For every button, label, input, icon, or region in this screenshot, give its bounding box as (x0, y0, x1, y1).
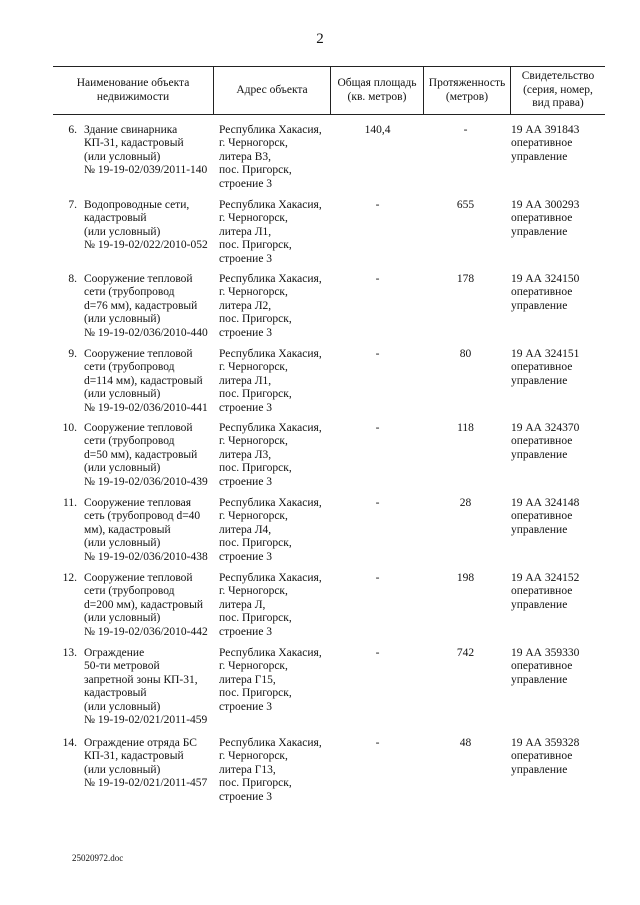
row-address: Республика Хакасия, г. Черногорск, литера Л, пос. Пригорск, строение 3 (219, 572, 322, 638)
row-name: Сооружение тепловой сети (трубопровод d=50 мм), кадастровый (или условный) № 19-19-02/036/2010-439 (84, 422, 208, 488)
row-area: 140,4 (364, 124, 391, 136)
row-address: Республика Хакасия, г. Черногорск, литера Л2, пос. Пригорск, строение 3 (219, 273, 322, 339)
row-length: 48 (459, 737, 472, 749)
header-certificate: Свидетельство (серия, номер, вид права) (521, 70, 595, 110)
row-certificate: 19 АА 391843 оперативное управление (511, 124, 580, 163)
row-name: Сооружение тепловая сеть (трубопровод d=40 мм), кадастровый (или условный) № 19-19-02/036/2010-438 (84, 497, 208, 563)
row-name: Здание свинарника КП-31, кадастровый (или условный) № 19-19-02/039/2011-140 (84, 124, 208, 177)
row-certificate: 19 АА 359328 оперативное управление (511, 737, 580, 776)
footer-filename: 25020972.doc (72, 853, 124, 863)
row-area: - (375, 348, 380, 360)
row-area: - (375, 572, 380, 584)
row-area: - (375, 273, 380, 285)
row-length: 178 (456, 273, 475, 285)
row-area: - (375, 737, 380, 749)
row-number: 10. (62, 422, 77, 434)
header-address: Адрес объекта (236, 83, 308, 96)
row-number: 6. (68, 124, 77, 136)
row-address: Республика Хакасия, г. Черногорск, литера Г13, пос. Пригорск, строение 3 (219, 737, 322, 803)
row-number: 8. (68, 273, 77, 285)
row-certificate: 19 АА 324148 оперативное управление (511, 497, 580, 536)
page-number: 2 (316, 31, 324, 47)
row-number: 14. (62, 737, 77, 749)
row-length: 80 (459, 348, 472, 360)
row-name: Сооружение тепловой сети (трубопровод d=114 мм), кадастровый (или условный) № 19-19-02/036/2010-441 (84, 348, 208, 414)
row-name: Сооружение тепловой сети (трубопровод d=76 мм), кадастровый (или условный) № 19-19-02/036/2010-440 (84, 273, 208, 339)
header-name: Наименование объекта недвижимости (76, 77, 190, 103)
row-address: Республика Хакасия, г. Черногорск, литера В3, пос. Пригорск, строение 3 (219, 124, 322, 190)
row-number: 13. (62, 647, 77, 659)
row-area: - (375, 422, 380, 434)
row-length: 28 (459, 497, 472, 509)
row-length: 655 (456, 199, 475, 211)
row-certificate: 19 АА 324150 оперативное управление (511, 273, 580, 312)
row-length: 118 (457, 422, 474, 434)
row-address: Республика Хакасия, г. Черногорск, литера Л4, пос. Пригорск, строение 3 (219, 497, 322, 563)
row-certificate: 19 АА 324152 оперативное управление (511, 572, 580, 611)
row-number: 9. (68, 348, 77, 360)
row-name: Ограждение отряда БС КП-31, кадастровый (или условный) № 19-19-02/021/2011-457 (84, 737, 208, 790)
row-certificate: 19 АА 300293 оперативное управление (511, 199, 580, 238)
row-certificate: 19 АА 324151 оперативное управление (511, 348, 580, 387)
row-area: - (375, 199, 380, 211)
row-address: Республика Хакасия, г. Черногорск, литера Л1, пос. Пригорск, строение 3 (219, 199, 322, 265)
row-number: 11. (63, 497, 77, 509)
row-address: Республика Хакасия, г. Черногорск, литера Л1, пос. Пригорск, строение 3 (219, 348, 322, 414)
row-length: - (463, 124, 468, 136)
header-area: Общая площадь (кв. метров) (337, 77, 417, 103)
row-area: - (375, 647, 380, 659)
row-area: - (375, 497, 380, 509)
row-certificate: 19 АА 324370 оперативное управление (511, 422, 580, 461)
row-number: 12. (62, 572, 77, 584)
row-name: Сооружение тепловой сети (трубопровод d=200 мм), кадастровый (или условный) № 19-19-02/036/2010-442 (84, 572, 208, 638)
table-header (53, 66, 605, 115)
header-length: Протяженность (метров) (428, 77, 506, 103)
row-name: Водопроводные сети, кадастровый (или условный) № 19-19-02/022/2010-052 (84, 199, 208, 252)
row-length: 198 (456, 572, 475, 584)
row-address: Республика Хакасия, г. Черногорск, литера Г15, пос. Пригорск, строение 3 (219, 647, 322, 713)
row-address: Республика Хакасия, г. Черногорск, литера Л3, пос. Пригорск, строение 3 (219, 422, 322, 488)
row-certificate: 19 АА 359330 оперативное управление (511, 647, 580, 686)
row-length: 742 (456, 647, 475, 659)
row-name: Ограждение 50-ти метровой запретной зоны КП-31, кадастровый (или условный) № 19-19-02/021/2011-459 (84, 647, 208, 727)
row-number: 7. (68, 199, 77, 211)
